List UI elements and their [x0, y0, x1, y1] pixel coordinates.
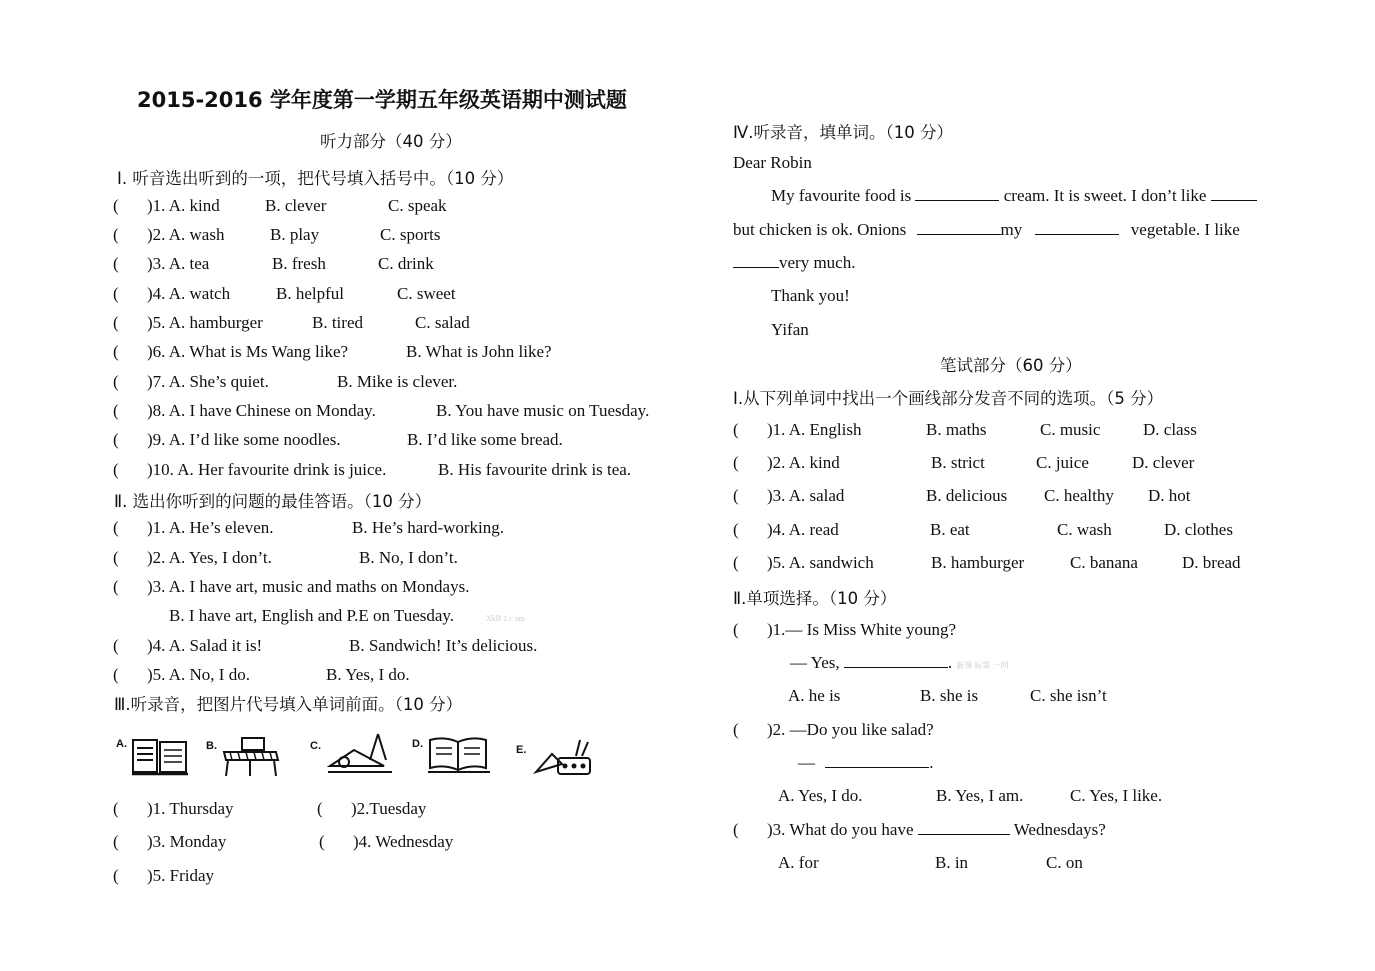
l-s1-2-c: C. sports [380, 225, 441, 244]
l-s1-5-a: )5. A. hamburger [147, 313, 263, 332]
w-s2-q2-answer-text: — [798, 753, 815, 772]
open-book-icon [426, 734, 492, 776]
w-s2-q3-opt-b: B. in [935, 853, 969, 872]
l-s1-4-b: B. helpful [276, 284, 344, 303]
pic-label-b: B. [206, 740, 217, 752]
letter-thanks: Thank you! [771, 286, 850, 305]
w-s1-1-c: C. music [1040, 420, 1101, 439]
letter-line-2a: but chicken is ok. Onions [733, 220, 907, 239]
w-s2-q3-opt-c: C. on [1046, 853, 1083, 872]
w-s2-q2-opt-a: A. Yes, I do. [778, 786, 863, 805]
exam-title: 2015-2016 学年度第一学期五年级英语期中测试题 [137, 88, 627, 112]
writing-heading: 笔试部分（60 分） [940, 356, 1082, 375]
w-s2-q1-text: )1.— Is Miss White young? [767, 620, 957, 639]
l-s1-5-b: B. tired [312, 313, 363, 332]
l-s2-3-a: )3. A. I have art, music and maths on Mondays. [147, 577, 470, 596]
l-s1-9-a: )9. A. I’d like some noodles. [147, 430, 341, 449]
letter-line-2b: my [1000, 220, 1023, 239]
l-s3-heading: Ⅲ.听录音，把图片代号填入单词前面。（10 分） [114, 695, 463, 714]
w-s1-4-c: C. wash [1057, 520, 1112, 539]
w-s1-2-c: C. juice [1036, 453, 1089, 472]
blank-4[interactable] [1035, 220, 1119, 235]
w-s1-4-d: D. clothes [1164, 520, 1233, 539]
w-s2-q2-answer: — . [798, 753, 934, 772]
blank-7[interactable] [825, 753, 929, 768]
paint-tools-icon [532, 736, 596, 780]
l-s2-5-b: B. Yes, I do. [326, 665, 410, 684]
w-s2-q1-opt-b: B. she is [920, 686, 979, 705]
w-s2-q1-opt-a: A. he is [788, 686, 841, 705]
l-s1-9-b: B. I’d like some bread. [407, 430, 563, 449]
l-s2-4-a: )4. A. Salad it is! [147, 636, 263, 655]
w-s1-5-c: C. banana [1070, 553, 1138, 572]
l-s1-2-a: )2. A. wash [147, 225, 225, 244]
letter-line-3 [733, 253, 855, 273]
letter-line-1 [771, 186, 1257, 206]
l-s2-heading: Ⅱ. 选出你听到的问题的最佳答语。（10 分） [114, 492, 432, 511]
w-s1-4-b: B. eat [930, 520, 970, 539]
blank-6[interactable] [844, 653, 948, 668]
w-s2-q2-opt-c: C. Yes, I like. [1070, 786, 1163, 805]
pic-label-d: D. [412, 738, 423, 750]
watermark-1: XkB 1 c om [486, 614, 525, 623]
l-s1-8-b: B. You have music on Tuesday. [436, 401, 650, 420]
l-s1-1-a: )1. A. kind [147, 196, 220, 215]
l-s4-heading: Ⅳ.听录音，填单词。（10 分） [733, 123, 953, 142]
l-s1-4-c: C. sweet [397, 284, 456, 303]
l-s1-3-b: B. fresh [272, 254, 326, 273]
w-s2-q3-opt-a: A. for [778, 853, 819, 872]
w-s2-q3-text-a: )3. What do you have [767, 820, 914, 839]
blank-8[interactable] [918, 820, 1010, 835]
l-s2-2-a: )2. A. Yes, I don’t. [147, 548, 272, 567]
w-s1-2-b: B. strict [931, 453, 985, 472]
w-s2-q1-opt-c: C. she isn’t [1030, 686, 1107, 705]
w-s1-3-a: )3. A. salad [767, 486, 845, 505]
pic-label-a: A. [116, 738, 127, 750]
l-s1-7-a: )7. A. She’s quiet. [147, 372, 269, 391]
l-s1-6-b: B. What is John like? [406, 342, 552, 361]
l-s1-8-a: )8. A. I have Chinese on Monday. [147, 401, 376, 420]
letter-line-2 [733, 220, 1240, 240]
l-s2-4-b: B. Sandwich! It’s delicious. [349, 636, 538, 655]
w-s2-q2-text: )2. —Do you like salad? [767, 720, 934, 739]
w-s2-q3-text-b: Wednesdays? [1013, 820, 1106, 839]
l-s2-2-b: B. No, I don’t. [359, 548, 458, 567]
w-s1-2-d: D. clever [1132, 453, 1195, 472]
letter-line-2c: vegetable. I like [1130, 220, 1240, 239]
letter-greeting: Dear Robin [733, 153, 812, 172]
w-s1-4-a: )4. A. read [767, 520, 839, 539]
w-s1-5-a: )5. A. sandwich [767, 553, 874, 572]
l-s1-4-a: )4. A. watch [147, 284, 231, 303]
l-s2-5-a: )5. A. No, I do. [147, 665, 250, 684]
l-s3-3: )3. Monday [147, 832, 227, 851]
l-s1-2-b: B. play [270, 225, 320, 244]
l-s1-10-a: )10. A. Her favourite drink is juice. [147, 460, 387, 479]
l-s1-5-c: C. salad [415, 313, 470, 332]
w-s1-3-d: D. hot [1148, 486, 1191, 505]
w-s2-q1-answer-text: — Yes, [790, 653, 840, 672]
blank-2[interactable] [1211, 186, 1257, 201]
l-s3-5: )5. Friday [147, 866, 215, 885]
l-s3-4: )4. Wednesday [353, 832, 454, 851]
books-icon [130, 736, 192, 778]
l-s3-1: )1. Thursday [147, 799, 234, 818]
l-s1-3-a: )3. A. tea [147, 254, 210, 273]
pic-label-c: C. [310, 740, 321, 752]
w-s1-2-a: )2. A. kind [767, 453, 840, 472]
letter-line-3-text: very much. [779, 253, 856, 272]
listening-heading: 听力部分（40 分） [320, 132, 462, 151]
w-s2-heading: Ⅱ.单项选择。（10 分） [733, 589, 897, 608]
l-s2-1-a: )1. A. He’s eleven. [147, 518, 274, 537]
letter-line-1a: My favourite food is [771, 186, 912, 205]
l-s1-10-b: B. His favourite drink is tea. [438, 460, 632, 479]
w-s2-q3-line [767, 820, 1106, 840]
letter-sign: Yifan [771, 320, 809, 339]
l-s2-3-b: B. I have art, English and P.E on Tuesday. [169, 606, 455, 625]
watermark-2: 新课 标第 一网 [956, 661, 1009, 670]
blank-1[interactable] [915, 186, 999, 201]
piano-icon [220, 736, 282, 780]
l-s1-6-a: )6. A. What is Ms Wang like? [147, 342, 349, 361]
blank-3[interactable] [917, 220, 1001, 235]
l-s3-2: )2.Tuesday [351, 799, 427, 818]
l-s1-7-b: B. Mike is clever. [337, 372, 458, 391]
w-s1-5-b: B. hamburger [931, 553, 1025, 572]
w-s1-3-b: B. delicious [926, 486, 1008, 505]
geometry-tools-icon [324, 730, 396, 776]
l-s1-1-c: C. speak [388, 196, 447, 215]
letter-line-1b: cream. It is sweet. I don’t like [1003, 186, 1207, 205]
l-s1-1-b: B. clever [265, 196, 327, 215]
w-s1-heading: Ⅰ.从下列单词中找出一个画线部分发音不同的选项。（5 分） [733, 389, 1164, 408]
l-s2-1-b: B. He’s hard-working. [352, 518, 505, 537]
w-s1-1-b: B. maths [926, 420, 987, 439]
w-s1-1-d: D. class [1143, 420, 1197, 439]
pic-label-e: E. [516, 744, 527, 756]
w-s1-1-a: )1. A. English [767, 420, 862, 439]
w-s1-5-d: D. bread [1182, 553, 1241, 572]
l-s1-3-c: C. drink [378, 254, 434, 273]
w-s2-q2-opt-b: B. Yes, I am. [936, 786, 1024, 805]
w-s2-q1-answer: — Yes, . 新课 标第 一网 [790, 653, 1009, 672]
w-s1-3-c: C. healthy [1044, 486, 1114, 505]
blank-5[interactable] [733, 253, 779, 268]
l-s1-heading: Ⅰ. 听音选出听到的一项，把代号填入括号中。（10 分） [117, 169, 514, 188]
